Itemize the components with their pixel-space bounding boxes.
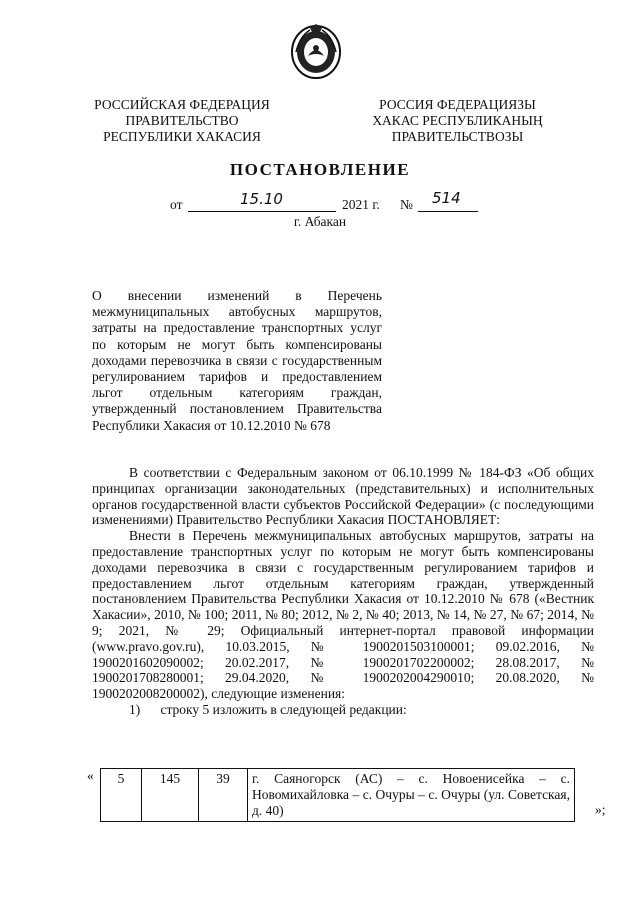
- header-left: [92, 97, 272, 145]
- number-label: №: [400, 197, 413, 212]
- header-right-line: ХАКАС РЕСПУБЛИКАНЫҢ: [372, 113, 543, 128]
- close-quote: »;: [595, 802, 606, 817]
- header-left-line: ПРАВИТЕЛЬСТВО: [125, 113, 239, 128]
- body-item-1: 1) строку 5 изложить в следующей редакции:: [129, 701, 407, 717]
- header-right: [350, 97, 565, 145]
- table-cell-route: г. Саяногорск (АС) – с. Новоенисейка – с. Новомихайловка – с. Очуры – с. Очуры (ул. Советская, д. 40): [248, 769, 575, 822]
- coat-of-arms-icon: [290, 22, 342, 80]
- subject-block: [92, 288, 382, 434]
- table-row: [101, 769, 575, 822]
- number-handwritten: 514: [432, 189, 461, 207]
- table-cell-route-number: 145: [142, 769, 199, 822]
- table-cell-distance: 39: [199, 769, 248, 822]
- header-left-line: РОССИЙСКАЯ ФЕДЕРАЦИЯ: [94, 97, 270, 112]
- year-label: 2021 г.: [342, 197, 380, 212]
- number-underline: [418, 211, 478, 212]
- body-paragraph-2: Внести в Перечень межмуниципальных автобусных маршрутов, затраты на предоставление транспортных услуг по которым не могут быть компенсированы доходами перевозчика в связи с государственным регулированием тарифов и предоставлением льгот отдельным категориям граждан, утвержденный постановлением Правительства Республики Хакасия от 10.12.2010 № 678 («Вестник Хакасии», 2010, № 100; 2011, № 80; 2012, № 2, № 40; 2013, № 14, № 27, № 67; 2014, № 9; 2021, № 29; Официальный интернет-портал правовой информации (www.pravo.gov.ru), 10.03.2015, № 1900201503100001; 09.02.2016, № 1900201602090002; 20.02.2017, № 1900201702200002; 28.08.2017, № 1900201708280001; 29.04.2020, № 1900202004290010; 20.08.2020, № 1900202008200002), следующие изменения:: [92, 528, 594, 702]
- header-right-line: ПРАВИТЕЛЬСТВОЗЫ: [391, 129, 524, 144]
- body-text: [92, 465, 594, 718]
- document-title: ПОСТАНОВЛЕНИЕ: [229, 160, 411, 179]
- table-cell-number: 5: [101, 769, 142, 822]
- date-handwritten: 15.10: [240, 190, 283, 208]
- header-right-line: РОССИЯ ФЕДЕРАЦИЯЗЫ: [379, 97, 536, 112]
- city: г. Абакан: [293, 214, 347, 229]
- body-paragraph-1: В соответствии с Федеральным законом от 06.10.1999 № 184-ФЗ «Об общих принципах организации законодательных (представительных) и исполнительных органов государственной власти субъектов Российской Федерации» (с последующими изменениями) Правительство Республики Хакасия ПОСТАНОВЛЯЕТ:: [92, 465, 594, 528]
- open-quote: «: [87, 768, 94, 783]
- subject-text: О внесении изменений в Перечень межмуниципальных автобусных маршрутов, затраты на предоставление транспортных услуг по которым не могут быть компенсированы доходами перевозчика в связи с государственным регулированием тарифов и предоставлением льгот отдельным категориям граждан, утвержденный постановлением Правительства Республики Хакасия от 10.12.2010 № 678: [92, 288, 382, 433]
- header-left-line: РЕСПУБЛИКИ ХАКАСИЯ: [103, 129, 261, 144]
- route-table: [100, 768, 575, 822]
- date-from-label: от: [170, 197, 183, 212]
- date-underline: [188, 211, 336, 212]
